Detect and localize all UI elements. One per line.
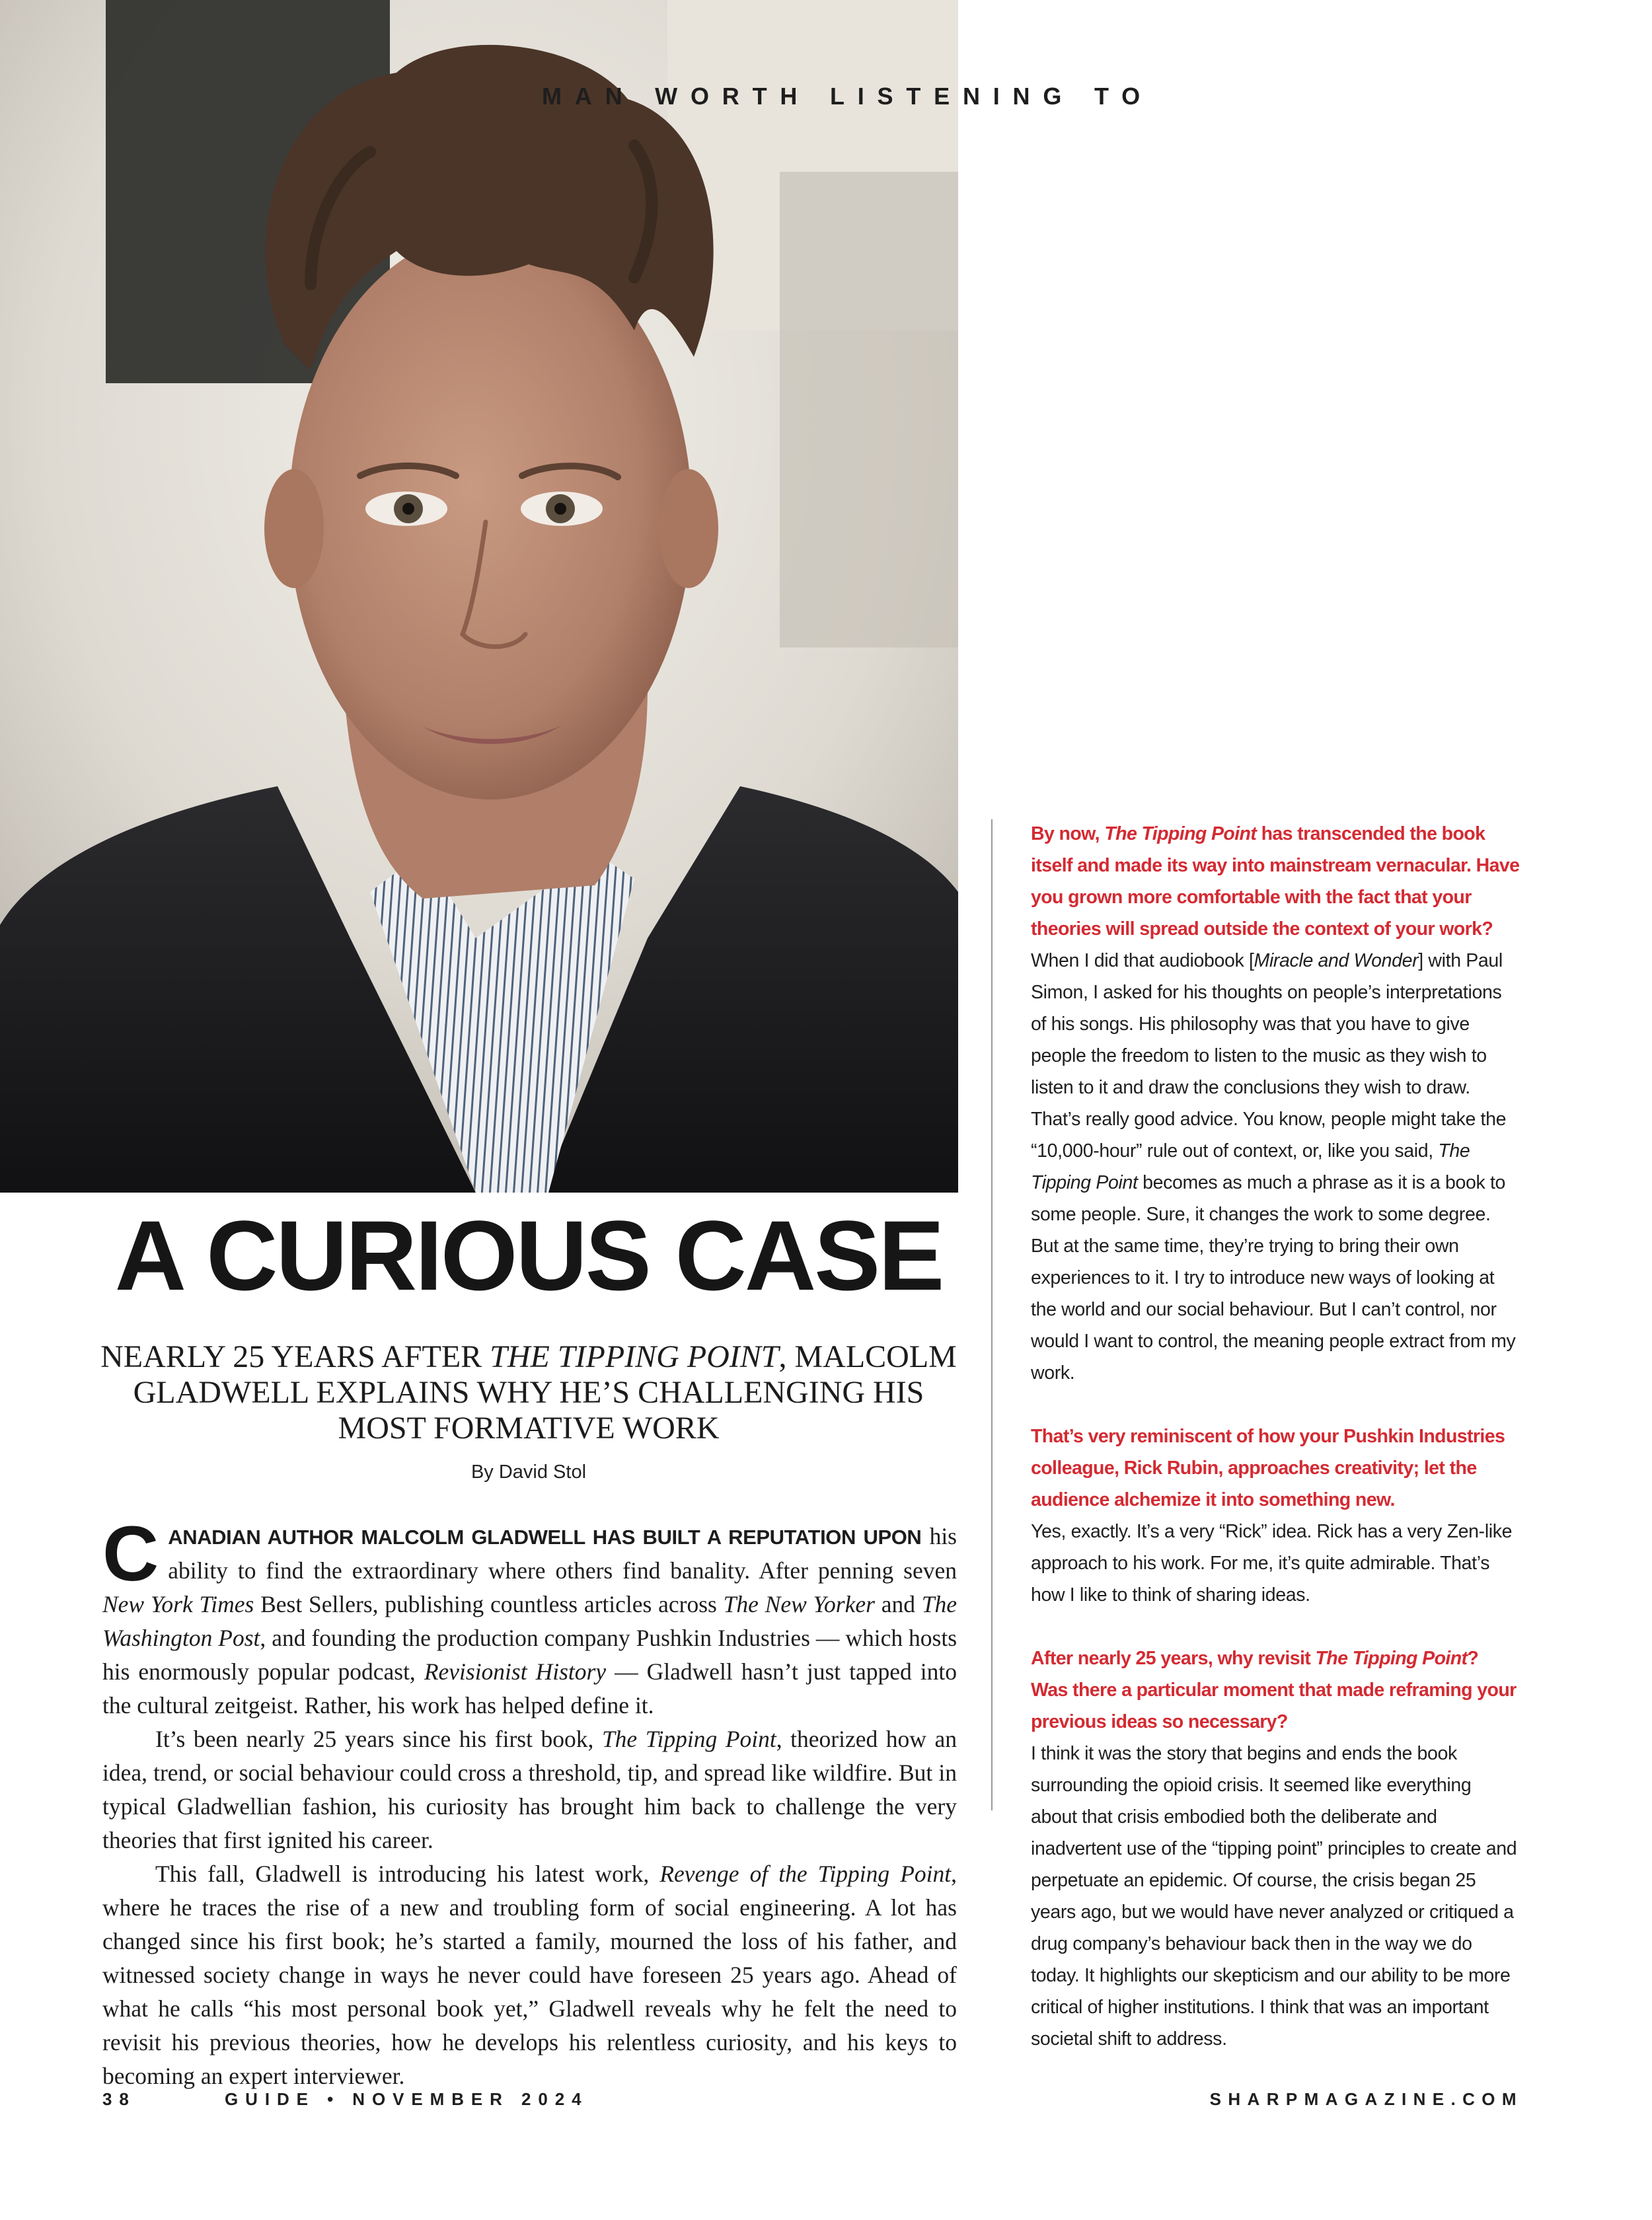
- column-divider: [991, 819, 993, 1810]
- answer-1: [1031, 945, 1520, 1389]
- intro-text: his ability to find the extraordinary where others find banality. After penning seven: [168, 1523, 957, 1584]
- question-1: [1031, 818, 1520, 945]
- intro-column: [102, 1510, 957, 2093]
- issue-label: GUIDE • NOVEMBER 2024: [225, 2089, 589, 2109]
- intro-italic: The Washington Post: [102, 1591, 957, 1651]
- spacer: [1031, 1611, 1520, 1643]
- portrait-photo: [0, 0, 958, 1193]
- answer-text: When I did that audiobook [: [1031, 950, 1254, 971]
- question-text: After nearly 25 years, why revisit: [1031, 1648, 1316, 1669]
- deck-book-title: THE TIPPING POINT: [490, 1339, 779, 1374]
- question-2: That’s very reminiscent of how your Pushkin Industries colleague, Rick Rubin, approaches creativity; let the audience alchemize it into something new.: [1031, 1426, 1505, 1510]
- intro-italic: New York Times: [102, 1591, 254, 1617]
- spacer: [1031, 1389, 1520, 1421]
- intro-text: , theorized how an idea, trend, or social behaviour could cross a threshold, tip, and spread like wildfire. But in typical Gladwellian fashion, his curiosity has brought him back to challenge the very theories that first ignited his career.: [102, 1726, 957, 1853]
- question-text: ? Was there a particular moment that made reframing your previous ideas so necessary?: [1031, 1648, 1517, 1732]
- intro-italic: Revenge of the Tipping Point: [659, 1861, 952, 1887]
- answer-italic: Miracle and Wonder: [1254, 950, 1419, 971]
- article-deck: [99, 1339, 958, 1446]
- answer-3: I think it was the story that begins and ends the book surrounding the opioid crisis. It seemed like everything about that crisis embodied both the deliberate and inadvertent use of the “tipping point” principles to create and perpetuate an epidemic. Of course, the crisis began 25 years ago, but we would have never analyzed or critiqued a drug company’s behaviour back then in the way we do today. It highlights our skepticism and our ability to be more critical of higher institutions. I think that was an important societal shift to address.: [1031, 1743, 1517, 2050]
- intro-paragraph-1: [102, 1510, 957, 1722]
- deck-part-2: , MALCOLM GLADWELL EXPLAINS WHY HE’S CHALLENGING HIS MOST FORMATIVE WORK: [133, 1339, 957, 1446]
- question-3: [1031, 1643, 1520, 1738]
- question-italic: The Tipping Point: [1104, 823, 1257, 844]
- page-number: 38: [102, 2089, 136, 2109]
- intro-paragraph-2: [102, 1722, 957, 1857]
- intro-text: It’s been nearly 25 years since his first book,: [155, 1726, 602, 1752]
- answer-italic: The Tipping Point: [1031, 1140, 1470, 1193]
- intro-text: , and founding the production company Pushkin Industries — which hosts his enormously popular podcast,: [102, 1625, 957, 1685]
- question-text: has transcended the book itself and made its way into mainstream vernacular. Have you grown more comfortable with the fact that your theories will spread outside the context of your work?: [1031, 823, 1520, 940]
- article-title: A CURIOUS CASE: [114, 1200, 943, 1311]
- question-text: By now,: [1031, 823, 1105, 844]
- intro-text: and: [874, 1591, 922, 1617]
- answer-text: becomes as much a phrase as it is a book to some people. Sure, it changes the work to some degree. But at the same time, they’re trying to bring their own experiences to it. I try to introduce new ways of looking at the world and our social behaviour. But I can’t control, nor would I want to control, the meaning people extract from my work.: [1031, 1172, 1516, 1384]
- section-label: MAN WORTH LISTENING TO: [542, 83, 1153, 110]
- intro-text: , where he traces the rise of a new and troubling form of social engineering. A lot has changed since his first book; he’s started a family, mourned the loss of his father, and witnessed society change in ways he never could have foreseen 25 years ago. Ahead of what he calls “his most personal book yet,” Gladwell reveals why he felt the need to revisit his previous theories, how he develops his relentless curiosity, and his keys to becoming an expert interviewer.: [102, 1861, 957, 2089]
- deck-part-1: NEARLY 25 YEARS AFTER: [100, 1339, 490, 1374]
- intro-text: This fall, Gladwell is introducing his latest work,: [155, 1861, 660, 1887]
- intro-lead-caps: ANADIAN AUTHOR MALCOLM GLADWELL HAS BUILT A REPUTATION UPON: [168, 1526, 922, 1549]
- intro-text: — Gladwell hasn’t just tapped into the cultural zeitgeist. Rather, his work has helped define it.: [102, 1658, 957, 1719]
- interview-column: [1031, 818, 1520, 2055]
- website-label: SHARPMAGAZINE.COM: [1209, 2089, 1523, 2109]
- intro-text: Best Sellers, publishing countless articles across: [254, 1591, 724, 1617]
- answer-text: ] with Paul Simon, I asked for his thoughts on people’s interpretations of his songs. His philosophy was that you have to give people the freedom to listen to the music as they wish to listen to it and draw the conclusions they wish to draw. That’s really good advice. You know, people might take the “10,000-hour” rule out of context, or, like you said,: [1031, 950, 1507, 1162]
- intro-italic: Revisionist History: [424, 1658, 607, 1685]
- intro-italic: The Tipping Point: [601, 1726, 776, 1752]
- byline: By David Stol: [470, 1462, 587, 1483]
- question-italic: The Tipping Point: [1315, 1648, 1468, 1669]
- intro-italic: The New Yorker: [723, 1591, 875, 1617]
- drop-cap: C: [102, 1510, 159, 1598]
- answer-2: Yes, exactly. It’s a very “Rick” idea. Rick has a very Zen-like approach to his work. For me, it’s quite admirable. That’s how I like to think of sharing ideas.: [1031, 1521, 1513, 1606]
- intro-paragraph-3: [102, 1857, 957, 2093]
